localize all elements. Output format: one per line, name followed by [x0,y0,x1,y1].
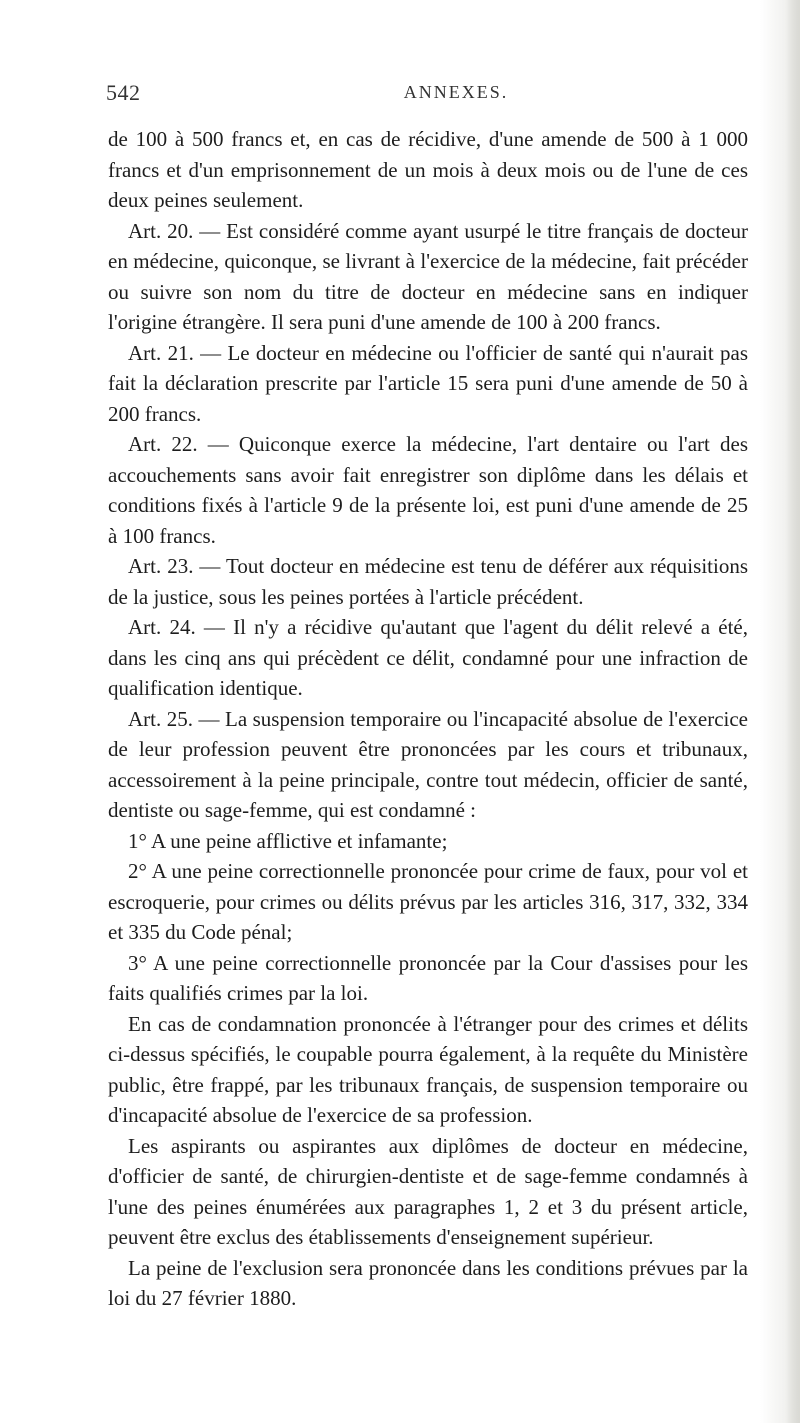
paragraph-art-25: Art. 25. — La suspension temporaire ou l'incapacité absolue de l'exercice de leur profession peuvent être prononcées par les cours et tribunaux, accessoirement à la peine principale, contre tout médecin, officier de santé, dentiste ou sage-femme, qui est condamné : [108,706,748,822]
paragraph-exclusion: La peine de l'exclusion sera prononcée dans les conditions prévues par la loi du 27 février 1880. [108,1255,748,1310]
page-edge-shadow [786,0,800,1423]
paragraph-aspirants: Les aspirants ou aspirantes aux diplômes de docteur en médecine, d'officier de santé, de chirurgien-dentiste et de sage-femme condamnés à l'une des peines énumérées aux paragraphes 1, 2 et 3 du présent article, peuvent être exclus des établissements d'enseignement supérieur. [108,1133,748,1249]
running-title: ANNEXES. [403,82,509,102]
paragraph-art-20: Art. 20. — Est considéré comme ayant usurpé le titre français de docteur en médecine, quiconque, se livrant à l'exercice de la médecine, fait précéder ou suivre son nom du titre de docteur en médecine sans en indiquer l'origine étrangère. Il sera puni d'une amende de 100 à 200 francs. [108,218,748,334]
page-header [106,80,746,106]
list-item-2: 2° A une peine correctionnelle prononcée pour crime de faux, pour vol et escroquerie, pour crimes ou délits prévus par les articles 316, 317, 332, 334 et 335 du Code pénal; [108,859,748,944]
paragraph-art-21: Art. 21. — Le docteur en médecine ou l'officier de santé qui n'aurait pas fait la déclaration prescrite par l'article 15 sera puni d'une amende de 50 à 200 francs. [108,340,748,426]
paragraph-art-22: Art. 22. — Quiconque exerce la médecine, l'art dentaire ou l'art des accouchements sans avoir fait enregistrer son diplôme dans les délais et conditions fixés à l'article 9 de la présente loi, est puni d'une amende de 25 à 100 francs. [108,432,748,548]
list-item-3: 3° A une peine correctionnelle prononcée par la Cour d'assises pour les faits qualifiés crimes par la loi. [108,950,748,1005]
list-item-1: 1° A une peine afflictive et infamante; [128,828,448,853]
paragraph-foreign-conviction: En cas de condamnation prononcée à l'étranger pour des crimes et délits ci-dessus spécifiés, le coupable pourra également, à la requête du Ministère public, être frappé, par les tribunaux français, de suspension temporaire ou d'incapacité absolue de l'exercice de sa profession. [108,1011,748,1127]
paragraph-art-24: Art. 24. — Il n'y a récidive qu'autant que l'agent du délit relevé a été, dans les cinq ans qui précèdent ce délit, condamné pour une infraction de qualification identique. [108,615,748,700]
page-number: 542 [106,80,141,105]
body-text [108,124,748,1314]
paragraph-art-23: Art. 23. — Tout docteur en médecine est tenu de déférer aux réquisitions de la justice, sous les peines portées à l'article précédent. [108,554,748,609]
paragraph-continuation: de 100 à 500 francs et, en cas de récidive, d'une amende de 500 à 1 000 francs et d'un emprisonnement de un mois à deux mois ou de l'une de ces deux peines seulement. [108,127,748,212]
